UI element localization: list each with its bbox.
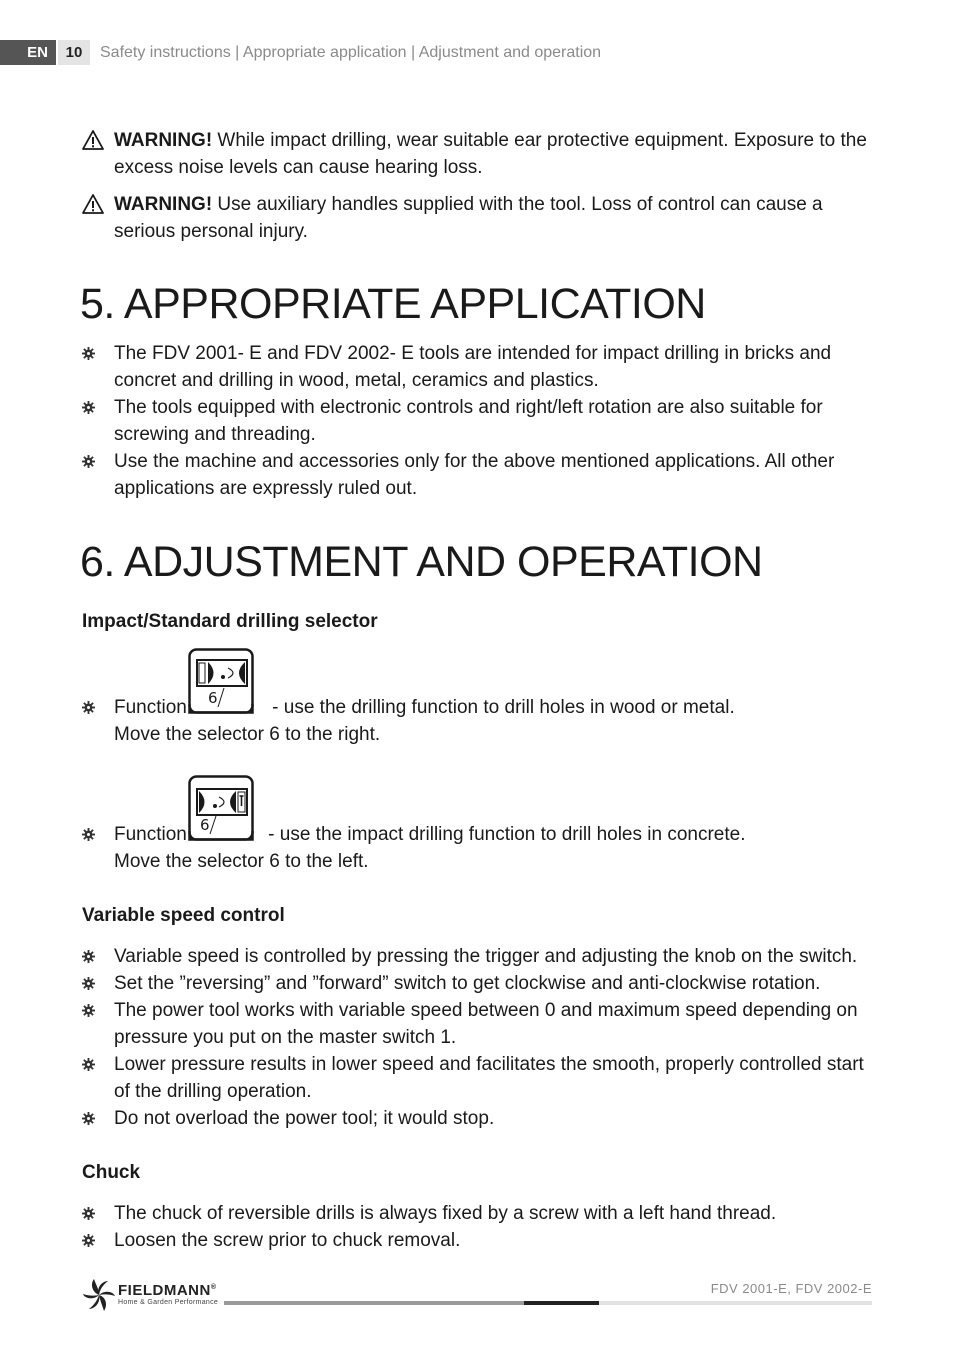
language-badge: EN: [0, 40, 56, 65]
section-title-adjustment-operation: 6. ADJUSTMENT AND OPERATION: [80, 538, 763, 586]
list-item: [82, 340, 872, 394]
list-item-text: Set the ”reversing” and ”forward” switch to get clockwise and anti-clockwise rotation.: [114, 973, 821, 994]
footer-divider: [599, 1301, 872, 1305]
warning-triangle-icon: [82, 194, 104, 214]
fieldmann-logo-icon: [82, 1278, 116, 1312]
gear-bullet-icon: [82, 455, 95, 468]
footer-divider: [224, 1301, 524, 1305]
gear-bullet-icon: [82, 1112, 95, 1125]
selector-number: 6: [200, 816, 210, 834]
selector-item-impact: [82, 821, 872, 875]
warning-triangle-icon: [82, 130, 104, 150]
list-item: [82, 943, 872, 970]
list-item-text: The chuck of reversible drills is always fixed by a screw with a left hand thread.: [114, 1203, 777, 1224]
warning-ear-protection: [82, 127, 872, 181]
page-number: 10: [58, 40, 90, 65]
list-item-text: Use the machine and accessories only for the above mentioned applications. All other applications are expressly ruled out.: [114, 451, 835, 499]
gear-bullet-icon: [82, 347, 95, 360]
function-instruction: Move the selector 6 to the left.: [114, 851, 369, 872]
brand-name: [118, 1282, 217, 1299]
function-label: Function: [114, 824, 187, 845]
warning-text: While impact drilling, wear suitable ear protective equipment. Exposure to the excess noise levels can cause hearing loss.: [114, 130, 867, 178]
selector-item-drilling: [82, 694, 872, 748]
speed-list: [82, 943, 872, 1132]
list-item: [82, 997, 872, 1051]
subheading-selector: Impact/Standard drilling selector: [82, 611, 378, 632]
brand-text: FIELDMANN: [118, 1282, 211, 1299]
warning-label: WARNING!: [114, 130, 213, 151]
list-item: [82, 1105, 872, 1132]
list-item: [82, 970, 872, 997]
subheading-chuck: Chuck: [82, 1162, 141, 1183]
gear-bullet-icon: [82, 1234, 95, 1247]
gear-bullet-icon: [82, 1207, 95, 1220]
list-item-text: Do not overload the power tool; it would stop.: [114, 1108, 495, 1129]
function-label: Function: [114, 697, 187, 718]
function-instruction: Move the selector 6 to the right.: [114, 724, 381, 745]
warning-text: Use auxiliary handles supplied with the tool. Loss of control can cause a serious personal injury.: [114, 194, 823, 242]
list-item-text: Lower pressure results in lower speed and facilitates the smooth, properly controlled start of the drilling operation.: [114, 1054, 864, 1102]
gear-bullet-icon: [82, 828, 95, 841]
warning-auxiliary-handles: [82, 191, 872, 245]
model-number: FDV 2001-E, FDV 2002-E: [710, 1281, 872, 1296]
list-item-text: The power tool works with variable speed between 0 and maximum speed depending on pressure you put on the master switch 1.: [114, 1000, 858, 1048]
gear-bullet-icon: [82, 1004, 95, 1017]
chuck-list: [82, 1200, 872, 1254]
list-item-text: The tools equipped with electronic controls and right/left rotation are also suitable for screwing and threading.: [114, 397, 823, 445]
application-list: [82, 340, 872, 502]
list-item: [82, 1200, 872, 1227]
selector-number: 6: [208, 689, 218, 707]
gear-bullet-icon: [82, 401, 95, 414]
function-description: - use the drilling function to drill holes in wood or metal.: [266, 697, 735, 718]
list-item: [82, 1227, 872, 1254]
list-item-text: Variable speed is controlled by pressing the trigger and adjusting the knob on the switch.: [114, 946, 858, 967]
gear-bullet-icon: [82, 977, 95, 990]
gear-bullet-icon: [82, 701, 95, 714]
list-item-text: Loosen the screw prior to chuck removal.: [114, 1230, 461, 1251]
list-item: [82, 394, 872, 448]
list-item: [82, 448, 872, 502]
warning-label: WARNING!: [114, 194, 213, 215]
section-title-appropriate-application: 5. APPROPRIATE APPLICATION: [80, 280, 706, 328]
gear-bullet-icon: [82, 1058, 95, 1071]
footer-divider: [524, 1301, 599, 1305]
brand-tagline: Home & Garden Performance: [118, 1299, 219, 1306]
gear-bullet-icon: [82, 950, 95, 963]
list-item: [82, 1051, 872, 1105]
list-item-text: The FDV 2001- E and FDV 2002- E tools are intended for impact drilling in bricks and concret and drilling in wood, metal, ceramics and plastics.: [114, 343, 832, 391]
subheading-variable-speed: Variable speed control: [82, 905, 285, 926]
breadcrumb: Safety instructions | Appropriate application | Adjustment and operation: [100, 44, 602, 61]
function-description: - use the impact drilling function to drill holes in concrete.: [262, 824, 746, 845]
brand-registered-mark: ®: [210, 1284, 217, 1291]
